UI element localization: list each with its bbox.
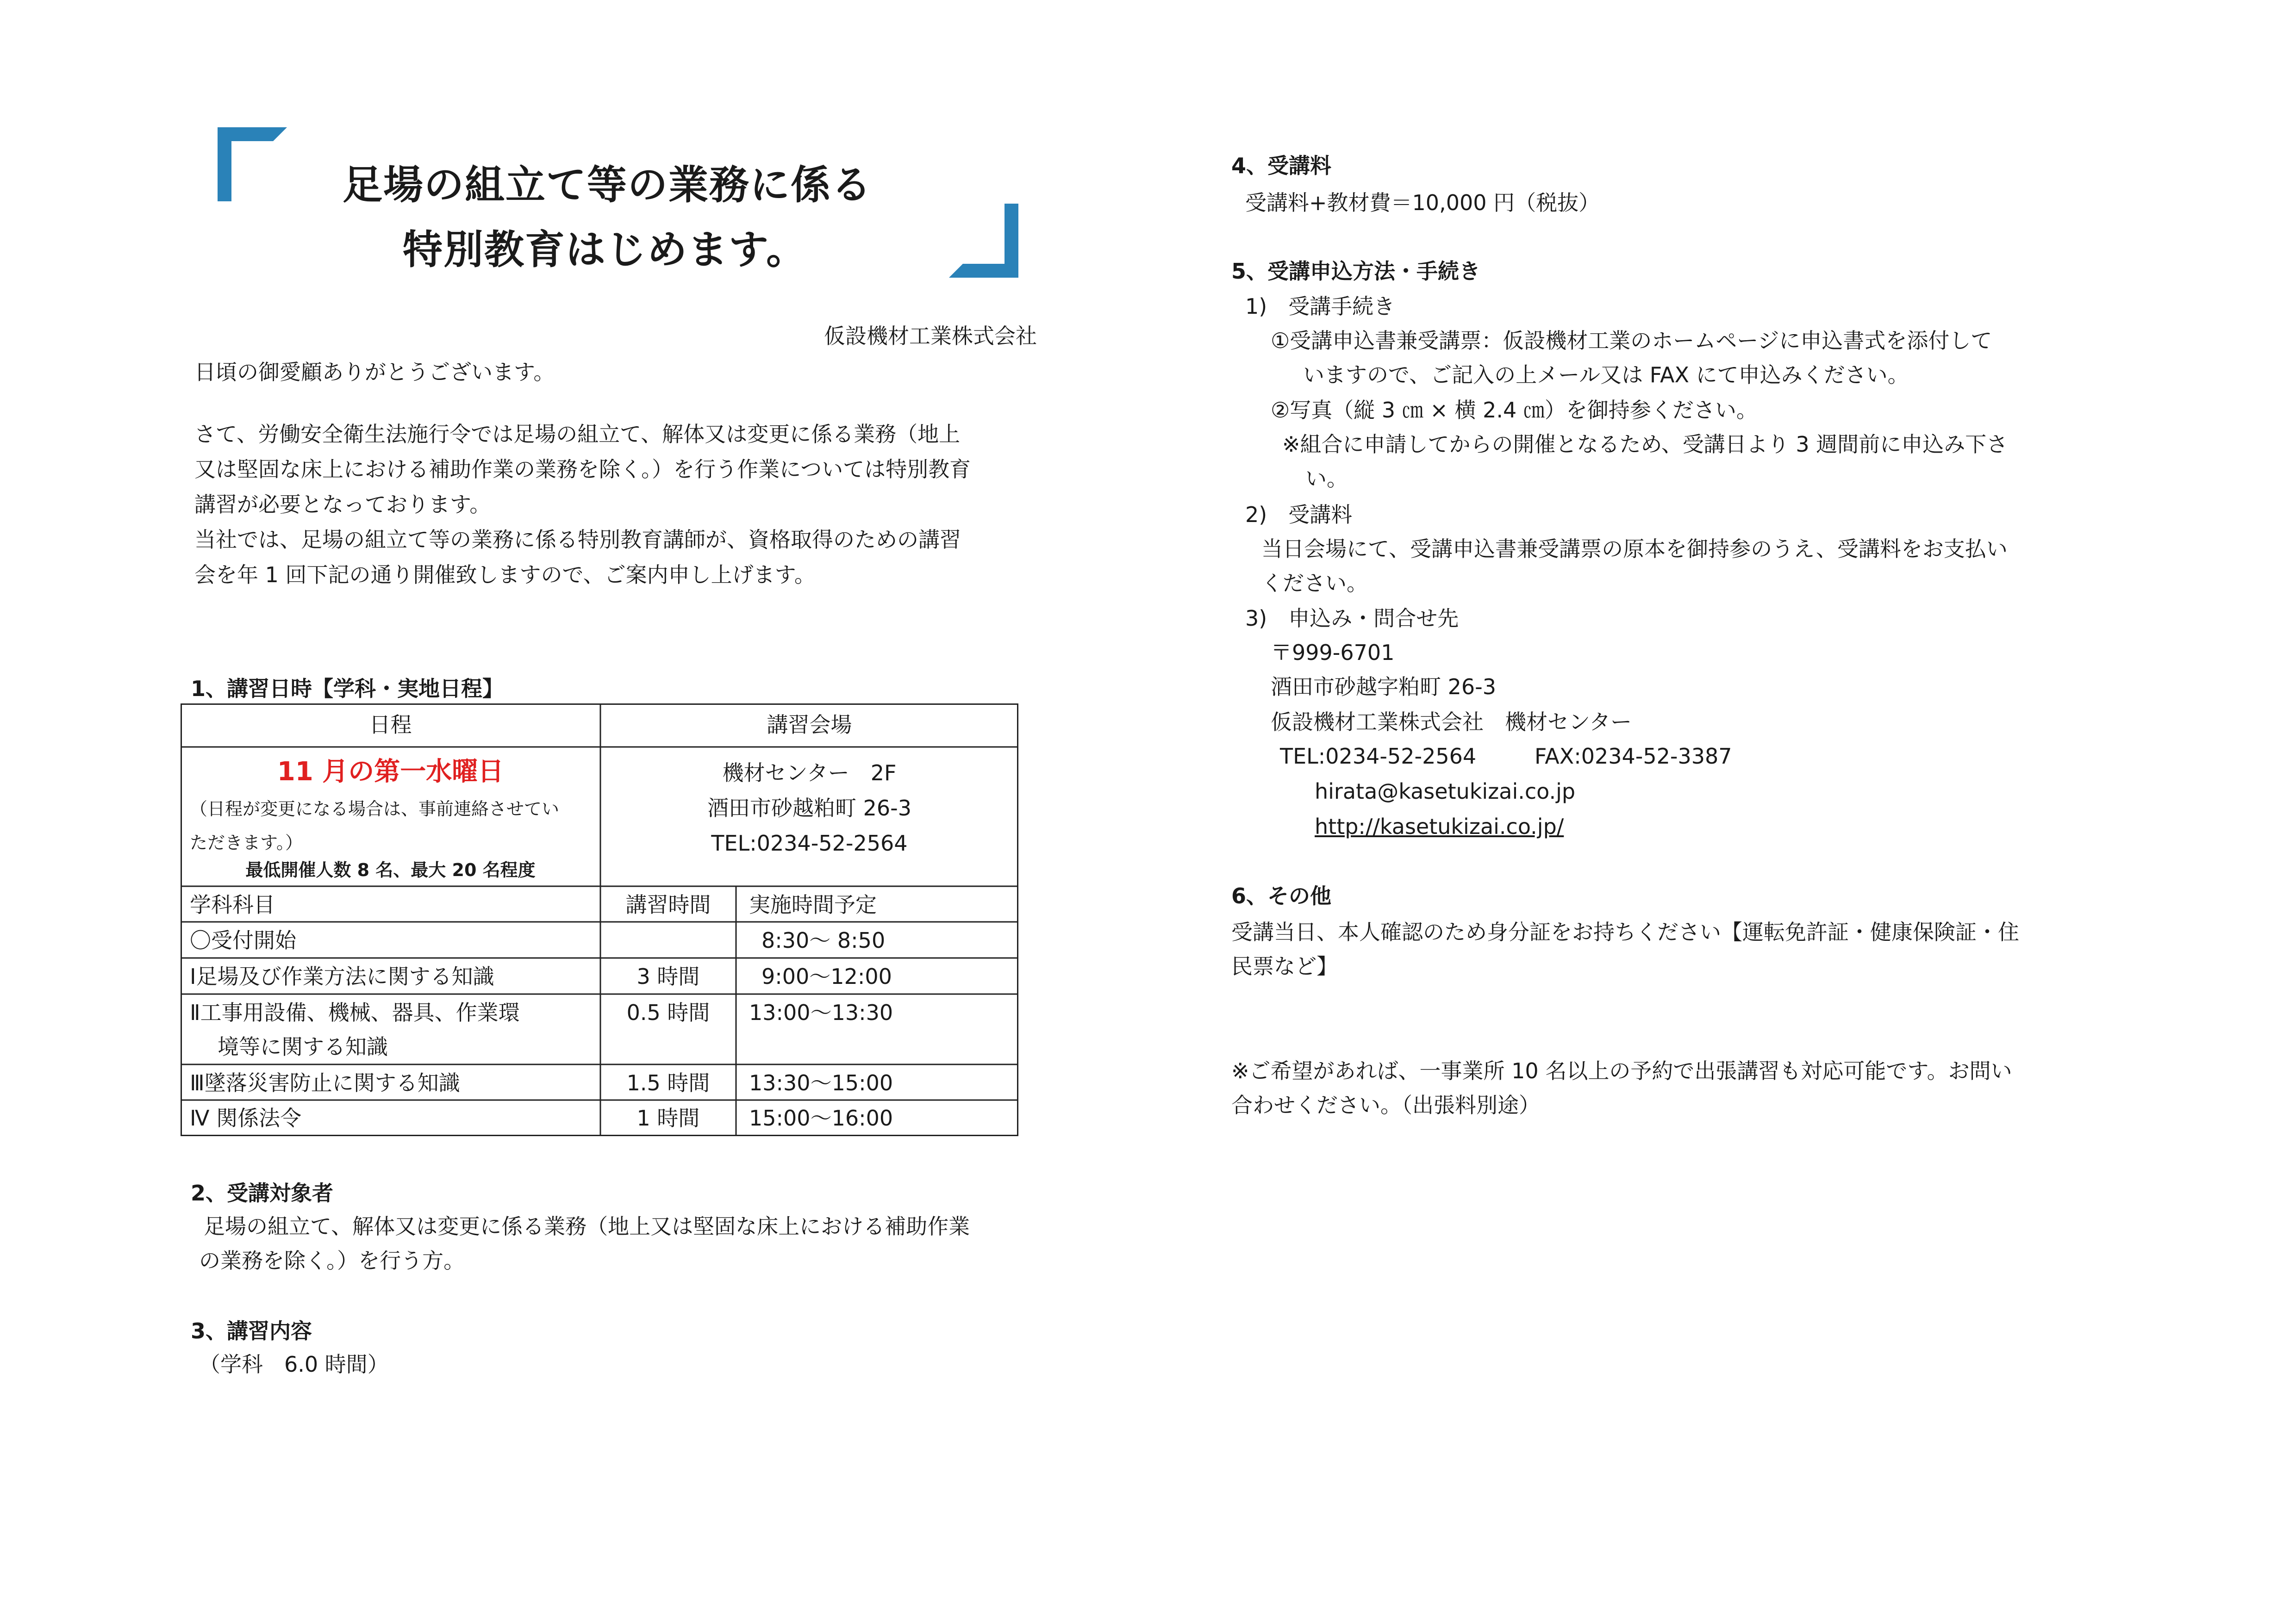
- col-hours-header: 講習時間: [625, 892, 711, 917]
- table-row-hours: 1.5 時間: [626, 1070, 710, 1095]
- page-title-line1: 足場の組立て等の業務に係る: [343, 162, 872, 208]
- table-row-time: 13:30～15:00: [749, 1070, 893, 1095]
- table-row-subject-cont: 境等に関する知識: [218, 1034, 388, 1059]
- schedule-table: [181, 703, 1018, 1136]
- section2-body: 足場の組立て、解体又は変更に係る業務（地上又は堅固な床上における補助作業: [204, 1214, 970, 1239]
- section6-body: 民票など】: [1231, 954, 1338, 979]
- greeting: 日頃の御愛顧ありがとうございます。: [194, 360, 555, 385]
- contact-url-link[interactable]: http://kasetukizai.co.jp/: [1315, 814, 1564, 839]
- venue-name: 機材センター 2F: [722, 760, 897, 785]
- bracket-close-icon: [949, 204, 1018, 278]
- section2-heading: 2、受講対象者: [191, 1181, 334, 1206]
- company-name: 仮設機材工業株式会社: [824, 323, 1037, 348]
- section6-body: 受講当日、本人確認のため身分証をお持ちください【運転免許証・健康保険証・住: [1231, 920, 2019, 945]
- contact-email: hirata@kasetukizai.co.jp: [1315, 779, 1576, 804]
- section5-note: ※組合に申請してからの開催となるため、受講日より 3 週間前に申込み下さ: [1282, 432, 2008, 457]
- footnote: ※ご希望があれば、一事業所 10 名以上の予約で出張講習も対応可能です。お問い: [1231, 1058, 2012, 1083]
- contact-address: 酒田市砂越字粕町 26-3: [1271, 674, 1497, 699]
- col-schedule-header: 日程: [369, 712, 412, 737]
- intro-line: 当社では、足場の組立て等の業務に係る特別教育講師が、資格取得のための講習: [194, 527, 961, 552]
- intro-line: さて、労働安全衛生法施行令では足場の組立て、解体又は変更に係る業務（地上: [194, 422, 961, 447]
- col-time-header: 実施時間予定: [749, 892, 877, 917]
- table-row-hours: 3 時間: [636, 964, 700, 989]
- fee-amount: 受講料+教材費＝10,000 円（税抜）: [1245, 190, 1600, 215]
- date-note: ただきます。）: [190, 833, 303, 853]
- footnote-cont: 合わせください。（出張料別途）: [1231, 1093, 1540, 1118]
- intro-line: 会を年 1 回下記の通り開催致しますので、ご案内申し上げます。: [194, 562, 816, 587]
- section5-fee-text-cont: ください。: [1261, 571, 1368, 596]
- date-main: 11 月の第一水曜日: [277, 757, 504, 787]
- section5-item1: ①受講申込書兼受講票：仮設機材工業のホームページに申込書式を添付して: [1271, 328, 1992, 353]
- intro-line: 又は堅固な床上における補助作業の業務を除く。）を行う作業については特別教育: [194, 457, 971, 482]
- table-row-time: 8:30～ 8:50: [761, 928, 886, 953]
- capacity-note: 最低開催人数 8 名、最大 20 名程度: [245, 860, 536, 880]
- table-row-subject: Ⅱ工事用設備、機械、器具、作業環: [190, 1000, 520, 1025]
- contact-tel: TEL:0234-52-2564: [1280, 744, 1477, 769]
- table-row-subject: Ⅰ足場及び作業方法に関する知識: [190, 964, 494, 989]
- intro-paragraph: [194, 417, 971, 592]
- bracket-open-icon: [218, 127, 287, 201]
- table-row-time: 15:00～16:00: [749, 1106, 893, 1131]
- section1-heading: 1、講習日時【学科・実地日程】: [191, 676, 504, 701]
- section3-body: （学科 6.0 時間）: [199, 1352, 389, 1377]
- table-row-subject: 〇受付開始: [190, 928, 296, 953]
- col-subject-header: 学科科目: [190, 892, 275, 917]
- section5-note-cont: い。: [1305, 466, 1348, 491]
- section3-heading: 3、講習内容: [191, 1318, 312, 1343]
- table-row-time: 9:00～12:00: [761, 964, 892, 989]
- venue-address: 酒田市砂越粕町 26-3: [707, 796, 912, 821]
- table-row-time: 13:00～13:30: [749, 1000, 893, 1025]
- section6-heading: 6、その他: [1231, 883, 1332, 908]
- section2-body: の業務を除く。）を行う方。: [199, 1248, 465, 1273]
- section5-sub2: 2) 受講料: [1245, 502, 1353, 527]
- table-row-hours: 1 時間: [636, 1106, 700, 1131]
- intro-line: 講習が必要となっております。: [194, 492, 491, 517]
- table-row-subject: Ⅳ 関係法令: [190, 1106, 302, 1131]
- section5-item2: ②写真（縦 3 ㎝ × 横 2.4 ㎝）を御持参ください。: [1271, 398, 1758, 423]
- contact-org: 仮設機材工業株式会社 機材センター: [1271, 709, 1632, 734]
- section4-heading: 4、受講料: [1231, 153, 1332, 178]
- date-note: （日程が変更になる場合は、事前連絡させてい: [190, 799, 560, 819]
- venue-tel: TEL:0234-52-2564: [711, 831, 908, 856]
- section5-heading: 5、受講申込方法・手続き: [1231, 259, 1481, 284]
- col-venue-header: 講習会場: [767, 712, 852, 737]
- table-row-hours: 0.5 時間: [626, 1000, 710, 1025]
- section5-item1-cont: いますので、ご記入の上メール又は FAX にて申込みください。: [1303, 362, 1909, 387]
- contact-fax: FAX:0234-52-3387: [1535, 744, 1732, 769]
- section5-fee-text: 当日会場にて、受講申込書兼受講票の原本を御持参のうえ、受講料をお支払い: [1261, 536, 2008, 561]
- table-row-subject: Ⅲ墜落災害防止に関する知識: [190, 1070, 460, 1095]
- section5-sub3: 3) 申込み・問合せ先: [1245, 606, 1459, 631]
- section5-sub1: 1) 受講手続き: [1245, 294, 1395, 319]
- page-title-line2: 特別教育はじめます。: [403, 227, 807, 273]
- contact-postal: 〒999-6701: [1271, 640, 1395, 665]
